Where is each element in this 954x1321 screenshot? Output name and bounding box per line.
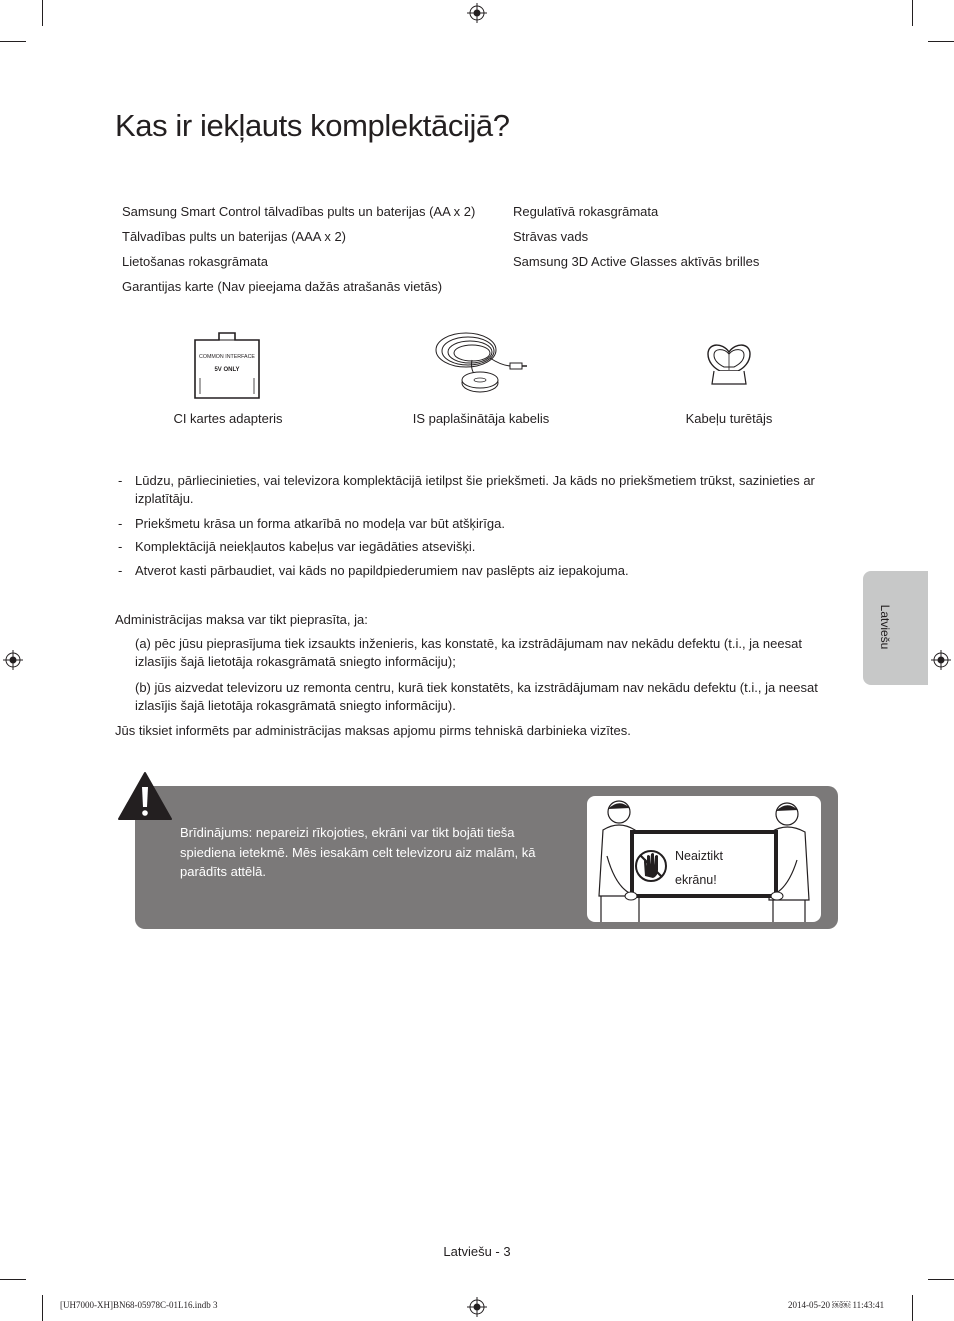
admin-fee-intro: Administrācijas maksa var tikt pieprasīta, ja:	[115, 612, 368, 627]
registration-mark-icon	[3, 650, 23, 670]
note-text: Komplektācijā neiekļautos kabeļus var iegādāties atsevišķi.	[135, 539, 476, 554]
accessory-caption: Kabeļu turētājs	[685, 411, 773, 426]
admin-fee-case-b: (b) jūs aizvedat televizoru uz remonta centru, kurā tiek konstatēts, ka izstrādājumam nav nekādu defektu (t.i., ja neesat izlasījis šajā lietotāja rokasgrāmatā sniegto informāciju).	[135, 680, 818, 713]
admin-fee-case-a: (a) pēc jūsu pieprasījuma tiek izsaukts inženieris, kas konstatē, ka izstrādājumam nav nekādu defektu (t.i., ja neesat izlasījis šajā lietotāja rokasgrāmatā sniegto informāciju);	[135, 636, 802, 669]
note-text: Priekšmetu krāsa un forma atkarībā no modeļa var būt atšķirīga.	[135, 516, 505, 531]
note-item: - Priekšmetu krāsa un forma atkarībā no modeļa var būt atšķirīga.	[118, 515, 838, 533]
imprint-datetime: 2014-05-20 ￼￼ 11:43:41	[788, 1300, 885, 1310]
page-title: Kas ir iekļauts komplektācijā?	[115, 108, 510, 143]
note-text: Atverot kasti pārbaudiet, vai kāds no papildpiederumiem nav paslēpts aiz iepakojuma.	[135, 563, 629, 578]
warning-label: Brīdinājums	[180, 825, 249, 840]
tv-screen-line: ekrānu!	[675, 873, 717, 887]
registration-mark-icon	[931, 650, 951, 670]
included-item: Regulatīvā rokasgrāmata	[513, 204, 659, 219]
registration-mark-icon	[467, 1297, 487, 1317]
included-item: Strāvas vads	[513, 229, 589, 244]
ir-extender-cable-icon	[432, 328, 528, 398]
tv-handling-illustration	[587, 796, 821, 922]
note-item: - Komplektācijā neiekļautos kabeļus var iegādāties atsevišķi.	[118, 538, 838, 556]
cable-holder-icon	[704, 340, 754, 386]
tv-screen-line: Neaiztikt	[675, 849, 723, 863]
warning-text	[180, 823, 550, 882]
note-text: Lūdzu, pārliecinieties, vai televizora komplektācijā ietilpst šie priekšmeti. Ja kāds no priekšmetiem trūkst, sazinieties ar izplatītāju.	[135, 473, 815, 506]
included-item: Tālvadības pults un baterijas (AAA x 2)	[122, 229, 347, 244]
included-item: Garantijas karte (Nav pieejama dažās atrašanās vietās)	[122, 279, 443, 294]
registration-mark-icon	[467, 3, 487, 23]
note-item: - Atverot kasti pārbaudiet, vai kāds no papildpiederumiem nav paslēpts aiz iepakojuma.	[118, 562, 838, 580]
included-item: Samsung Smart Control tālvadības pults un baterijas (AA x 2)	[122, 204, 476, 219]
ci-card-adapter-icon	[192, 330, 262, 400]
language-side-tab	[863, 571, 928, 685]
warning-triangle-icon	[117, 771, 173, 821]
accessory-caption: CI kartes adapteris	[173, 411, 283, 426]
tv-screen-text	[675, 844, 723, 892]
warning-body: : nepareizi rīkojoties, ekrāni var tikt bojāti tieša spiediena ietekmē. Mēs iesakām celt televizoru aiz malām, kā parādīts attēlā.	[180, 825, 536, 879]
included-item: Samsung 3D Active Glasses aktīvās brilles	[513, 254, 760, 269]
admin-fee-closing: Jūs tiksiet informēts par administrācijas maksas apjomu pirms tehniskā darbinieka vizītes.	[115, 723, 631, 738]
language-side-tab-label: Latviešu	[878, 604, 892, 650]
ci-label-1: COMMON INTERFACE	[199, 354, 255, 360]
imprint-file: [UH7000-XH]BN68-05978C-01L16.indb 3	[60, 1300, 218, 1310]
accessory-caption: IS paplašinātāja kabelis	[412, 411, 550, 426]
ci-label-2: 5V ONLY	[214, 367, 240, 373]
page-number: Latviešu - 3	[443, 1244, 511, 1259]
note-item: - Lūdzu, pārliecinieties, vai televizora komplektācijā ietilpst šie priekšmeti. Ja kāds no priekšmetiem trūkst, sazinieties ar izplatītāju.	[118, 472, 838, 510]
included-item: Lietošanas rokasgrāmata	[122, 254, 268, 269]
